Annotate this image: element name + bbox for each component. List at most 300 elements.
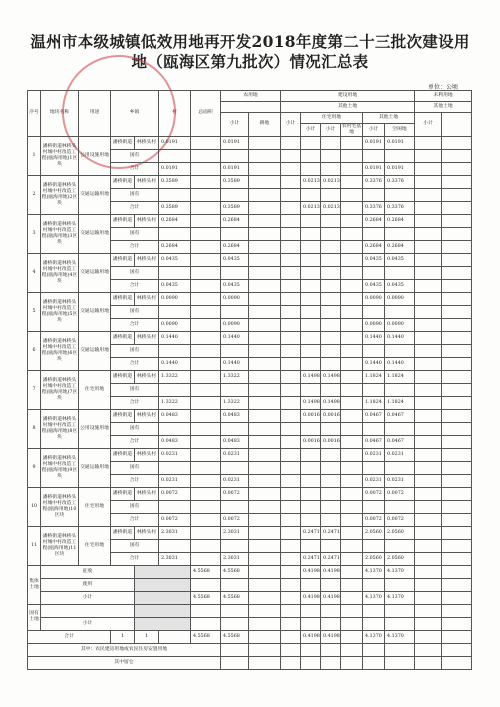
value-cell: 0.2471 bbox=[321, 552, 341, 565]
value-cell-empty bbox=[442, 266, 472, 279]
gray-cell bbox=[135, 617, 191, 630]
value-cell-empty bbox=[442, 331, 472, 344]
land-use-cell: 交通运输用地 bbox=[79, 292, 111, 331]
value-cell bbox=[321, 539, 341, 552]
value-cell bbox=[385, 500, 415, 513]
value-cell-empty bbox=[341, 292, 363, 305]
land-use-cell: 交通运输用地 bbox=[79, 214, 111, 253]
value-cell bbox=[321, 305, 341, 318]
value-cell-empty bbox=[415, 318, 442, 331]
value-cell-empty bbox=[341, 318, 363, 331]
total-area-cell-empty bbox=[191, 474, 221, 487]
value-cell: 0.0231 bbox=[385, 448, 415, 461]
header-seq: 序号 bbox=[28, 91, 41, 137]
total-area-cell: 0.0483 bbox=[159, 435, 191, 448]
summary-row bbox=[28, 617, 472, 630]
value-cell: 0.2684 bbox=[363, 240, 385, 253]
state-area-cell bbox=[159, 383, 191, 396]
value-cell-empty bbox=[301, 643, 321, 656]
total-area-cell-empty bbox=[191, 526, 221, 539]
table-row bbox=[28, 487, 472, 500]
value-cell: 0.0231 bbox=[363, 448, 385, 461]
total-area-cell-empty bbox=[191, 188, 221, 201]
value-cell bbox=[363, 305, 385, 318]
grand-total-area: 4.5568 bbox=[191, 630, 221, 643]
total-area-cell-empty bbox=[191, 227, 221, 240]
gray-cell bbox=[135, 578, 191, 591]
value-cell: 0.2471 bbox=[301, 552, 321, 565]
parcel-name-cell: 潘桥街道林桥头村城中村改造工程(瓯海用地)1区块 bbox=[41, 136, 79, 175]
header-agri-blank bbox=[221, 102, 281, 113]
value-cell-empty bbox=[341, 396, 363, 409]
value-cell: 2.0560 bbox=[385, 526, 415, 539]
state-area-cell bbox=[159, 305, 191, 318]
value-cell-empty bbox=[281, 578, 301, 591]
value-cell-empty bbox=[415, 136, 442, 149]
total-area-cell-empty bbox=[191, 435, 221, 448]
value-cell bbox=[301, 513, 321, 526]
total-area-cell-empty bbox=[191, 396, 221, 409]
value-cell-empty bbox=[415, 253, 442, 266]
value-cell: 0.4198 bbox=[301, 565, 321, 578]
value-cell-empty bbox=[221, 656, 249, 669]
table-row bbox=[28, 175, 472, 188]
value-cell bbox=[221, 383, 249, 396]
value-cell-empty bbox=[442, 565, 472, 578]
value-cell bbox=[363, 149, 385, 162]
value-cell bbox=[301, 422, 321, 435]
parcel-name-cell: 潘桥街道林桥头村城中村改造工程(瓯海用地)8区块 bbox=[41, 409, 79, 448]
value-cell-empty bbox=[249, 487, 281, 500]
value-cell-empty bbox=[281, 526, 301, 539]
value-cell-empty bbox=[415, 578, 442, 591]
seq-cell: 3 bbox=[28, 214, 41, 253]
seq-cell: 2 bbox=[28, 175, 41, 214]
state-label-cell: 国有 bbox=[111, 149, 159, 162]
total-label-cell: 合计 bbox=[111, 396, 159, 409]
value-cell-empty bbox=[281, 357, 301, 370]
township-cell: 潘桥街道 bbox=[111, 409, 135, 422]
total-area-cell-empty bbox=[191, 240, 221, 253]
total-area-cell-empty bbox=[191, 136, 221, 149]
value-cell-empty bbox=[341, 370, 363, 383]
value-cell-empty bbox=[249, 305, 281, 318]
value-cell-empty bbox=[321, 656, 341, 669]
land-use-cell: 住宅用地 bbox=[79, 487, 111, 526]
value-cell bbox=[363, 266, 385, 279]
value-cell-empty bbox=[442, 396, 472, 409]
township-cell: 潘桥街道 bbox=[111, 331, 135, 344]
value-cell-empty bbox=[415, 630, 442, 643]
header-subtotal-f: 小计 bbox=[363, 124, 385, 137]
value-cell bbox=[221, 500, 249, 513]
land-use-cell: 公用设施用地 bbox=[79, 409, 111, 448]
value-cell-empty bbox=[281, 422, 301, 435]
value-cell bbox=[385, 266, 415, 279]
township-cell: 潘桥街道 bbox=[111, 253, 135, 266]
table-row bbox=[28, 214, 472, 227]
seq-cell: 10 bbox=[28, 487, 41, 526]
parcel-name-cell: 潘桥街道林桥头村城中村改造工程(瓯海用地)11区块 bbox=[41, 526, 79, 565]
value-cell-empty bbox=[415, 331, 442, 344]
value-cell: 0.0090 bbox=[221, 318, 249, 331]
count-cell-b: 1 bbox=[135, 630, 159, 643]
value-cell-empty bbox=[385, 604, 415, 617]
value-cell-empty bbox=[341, 656, 363, 669]
parcel-name-cell: 潘桥街道林桥头村城中村改造工程(瓯海用地)10区块 bbox=[41, 487, 79, 526]
coll-subtotal-area: 4.5568 bbox=[191, 591, 221, 604]
blank-cell bbox=[159, 630, 191, 643]
header-subtotal-a: 小计 bbox=[221, 113, 249, 137]
value-cell bbox=[385, 383, 415, 396]
value-cell bbox=[321, 331, 341, 344]
total-area-cell: 0.0435 bbox=[159, 279, 191, 292]
value-cell-empty bbox=[249, 383, 281, 396]
value-cell-empty bbox=[341, 578, 363, 591]
value-cell: 1.3322 bbox=[221, 370, 249, 383]
value-cell: 4.1370 bbox=[363, 591, 385, 604]
value-cell bbox=[321, 266, 341, 279]
value-cell-empty bbox=[442, 422, 472, 435]
total-area-cell-empty bbox=[191, 175, 221, 188]
state-area-cell bbox=[159, 188, 191, 201]
value-cell-empty bbox=[249, 604, 281, 617]
value-cell-empty bbox=[341, 591, 363, 604]
value-cell-empty bbox=[341, 539, 363, 552]
value-cell bbox=[221, 539, 249, 552]
value-cell-empty bbox=[341, 331, 363, 344]
header-subtotal-e: 小计 bbox=[321, 124, 341, 137]
total-label-cell: 合计 bbox=[111, 318, 159, 331]
value-cell-empty bbox=[281, 240, 301, 253]
unit-label: 单位：公顷 bbox=[427, 84, 458, 91]
value-cell: 0.1440 bbox=[385, 357, 415, 370]
value-cell-empty bbox=[249, 279, 281, 292]
township-cell: 潘桥街道 bbox=[111, 487, 135, 500]
value-cell bbox=[301, 487, 321, 500]
value-cell: 0.0072 bbox=[385, 513, 415, 526]
state-area-cell bbox=[159, 500, 191, 513]
value-cell bbox=[385, 539, 415, 552]
value-cell: 0.0213 bbox=[301, 175, 321, 188]
value-cell-empty bbox=[415, 552, 442, 565]
value-cell-empty bbox=[363, 578, 385, 591]
total-area-cell-empty bbox=[191, 214, 221, 227]
value-cell bbox=[301, 279, 321, 292]
value-cell: 0.4198 bbox=[301, 630, 321, 643]
value-cell: 4.5568 bbox=[221, 630, 249, 643]
value-cell-empty bbox=[249, 253, 281, 266]
value-cell-empty bbox=[249, 448, 281, 461]
value-cell: 0.2471 bbox=[301, 526, 321, 539]
value-cell bbox=[301, 227, 321, 240]
value-cell: 0.0191 bbox=[385, 162, 415, 175]
value-cell-empty bbox=[415, 604, 442, 617]
value-cell-empty bbox=[249, 201, 281, 214]
value-cell-empty bbox=[249, 578, 281, 591]
value-cell-empty bbox=[321, 617, 341, 630]
value-cell: 0.0016 bbox=[321, 435, 341, 448]
seq-cell: 8 bbox=[28, 409, 41, 448]
total-area-cell-empty bbox=[191, 305, 221, 318]
value-cell bbox=[301, 474, 321, 487]
value-cell-empty bbox=[442, 630, 472, 643]
collective-area-cell: 0.0191 bbox=[159, 136, 191, 149]
value-cell-empty bbox=[341, 279, 363, 292]
value-cell-empty bbox=[281, 396, 301, 409]
value-cell bbox=[363, 344, 385, 357]
value-cell bbox=[321, 487, 341, 500]
state-subtotal-label: 小计 bbox=[41, 617, 135, 630]
value-cell: 0.0483 bbox=[221, 435, 249, 448]
value-cell bbox=[321, 240, 341, 253]
value-cell-empty bbox=[442, 214, 472, 227]
seq-cell: 4 bbox=[28, 253, 41, 292]
value-cell-empty bbox=[341, 461, 363, 474]
grand-total-label: 合计 bbox=[28, 630, 111, 643]
value-cell-empty bbox=[281, 344, 301, 357]
value-cell-empty bbox=[281, 630, 301, 643]
value-cell: 0.0072 bbox=[221, 513, 249, 526]
value-cell-empty bbox=[281, 565, 301, 578]
value-cell-empty bbox=[301, 604, 321, 617]
value-cell: 0.1498 bbox=[321, 396, 341, 409]
land-use-cell: 交通运输用地 bbox=[79, 448, 111, 487]
value-cell bbox=[221, 149, 249, 162]
value-cell: 0.2684 bbox=[363, 214, 385, 227]
table-row bbox=[28, 409, 472, 422]
levy-area-cell: 4.5568 bbox=[191, 565, 221, 578]
collective-group-label: 集体土地 bbox=[28, 565, 41, 604]
gray-cell bbox=[135, 591, 191, 604]
value-cell: 0.0483 bbox=[221, 409, 249, 422]
use-label: 使用 bbox=[41, 578, 135, 591]
value-cell-empty bbox=[249, 175, 281, 188]
value-cell-empty bbox=[415, 383, 442, 396]
value-cell bbox=[301, 188, 321, 201]
value-cell-empty bbox=[415, 279, 442, 292]
value-cell-empty bbox=[341, 344, 363, 357]
value-cell-empty bbox=[281, 656, 301, 669]
value-cell: 0.0090 bbox=[363, 292, 385, 305]
parcel-name-cell: 潘桥街道林桥头村城中村改造工程(瓯海用地)7区块 bbox=[41, 370, 79, 409]
header-other: 其他土地 bbox=[363, 113, 415, 124]
value-cell: 4.1370 bbox=[363, 630, 385, 643]
total-area-cell-empty bbox=[191, 149, 221, 162]
state-area-cell bbox=[159, 149, 191, 162]
value-cell bbox=[321, 474, 341, 487]
value-cell bbox=[321, 383, 341, 396]
value-cell-empty bbox=[442, 162, 472, 175]
total-area-cell-empty bbox=[191, 552, 221, 565]
table-row bbox=[28, 292, 472, 305]
value-cell-empty bbox=[341, 435, 363, 448]
parcel-name-cell: 潘桥街道林桥头村城中村改造工程(瓯海用地)2区块 bbox=[41, 175, 79, 214]
seq-cell: 11 bbox=[28, 526, 41, 565]
value-cell-empty bbox=[363, 617, 385, 630]
value-cell-empty bbox=[281, 500, 301, 513]
value-cell: 0.0231 bbox=[363, 474, 385, 487]
value-cell-empty bbox=[341, 305, 363, 318]
value-cell: 0.0467 bbox=[363, 409, 385, 422]
value-cell bbox=[301, 149, 321, 162]
value-cell: 0.4198 bbox=[321, 630, 341, 643]
value-cell-empty bbox=[442, 539, 472, 552]
value-cell: 2.0560 bbox=[363, 552, 385, 565]
collective-area-cell: 0.0231 bbox=[159, 448, 191, 461]
value-cell bbox=[321, 214, 341, 227]
value-cell-empty bbox=[415, 526, 442, 539]
value-cell bbox=[321, 318, 341, 331]
value-cell-empty bbox=[281, 552, 301, 565]
village-cell: 林桥头村 bbox=[135, 253, 159, 266]
village-cell: 林桥头村 bbox=[135, 292, 159, 305]
levy-label: 征收 bbox=[41, 565, 135, 578]
total-label-cell: 合计 bbox=[111, 279, 159, 292]
blank-cell bbox=[191, 604, 221, 617]
value-cell-empty bbox=[341, 136, 363, 149]
value-cell-empty bbox=[415, 305, 442, 318]
village-cell: 林桥头村 bbox=[135, 526, 159, 539]
value-cell-empty bbox=[442, 409, 472, 422]
value-cell-empty bbox=[281, 266, 301, 279]
value-cell: 0.2684 bbox=[385, 214, 415, 227]
summary-row bbox=[28, 591, 472, 604]
total-area-cell: 0.0090 bbox=[159, 318, 191, 331]
value-cell: 0.0016 bbox=[301, 435, 321, 448]
value-cell-empty bbox=[341, 552, 363, 565]
state-label-cell: 国有 bbox=[111, 266, 159, 279]
value-cell-empty bbox=[442, 305, 472, 318]
value-cell-empty bbox=[249, 214, 281, 227]
village-cell: 林桥头村 bbox=[135, 331, 159, 344]
summary-row bbox=[28, 656, 472, 669]
value-cell-empty bbox=[415, 643, 442, 656]
state-label-cell: 国有 bbox=[111, 305, 159, 318]
value-cell bbox=[385, 149, 415, 162]
value-cell-empty bbox=[281, 604, 301, 617]
header-village: 村 bbox=[159, 91, 191, 137]
township-cell: 潘桥街道 bbox=[111, 526, 135, 539]
total-area-cell-empty bbox=[191, 409, 221, 422]
value-cell-empty bbox=[281, 474, 301, 487]
village-cell: 林桥头村 bbox=[135, 487, 159, 500]
total-label-cell: 合计 bbox=[111, 240, 159, 253]
value-cell-empty bbox=[415, 357, 442, 370]
value-cell: 0.0213 bbox=[321, 175, 341, 188]
value-cell: 0.3376 bbox=[363, 201, 385, 214]
value-cell-empty bbox=[442, 448, 472, 461]
value-cell-empty bbox=[281, 617, 301, 630]
value-cell-empty bbox=[341, 409, 363, 422]
header-other-land-top: 其他土地 bbox=[281, 102, 415, 113]
value-cell: 0.0435 bbox=[385, 253, 415, 266]
value-cell: 0.0435 bbox=[363, 253, 385, 266]
value-cell: 0.3376 bbox=[385, 175, 415, 188]
value-cell: 4.1370 bbox=[385, 591, 415, 604]
total-area-cell-empty bbox=[191, 357, 221, 370]
summary-row bbox=[28, 604, 472, 617]
value-cell: 0.3589 bbox=[221, 201, 249, 214]
value-cell: 0.0467 bbox=[385, 409, 415, 422]
value-cell-empty bbox=[281, 591, 301, 604]
state-group-label: 国有土地 bbox=[28, 604, 41, 630]
total-area-cell-empty bbox=[191, 253, 221, 266]
value-cell-empty bbox=[415, 487, 442, 500]
value-cell: 1.3322 bbox=[221, 396, 249, 409]
table-row bbox=[28, 526, 472, 539]
collective-area-cell: 1.3322 bbox=[159, 370, 191, 383]
value-cell: 0.4198 bbox=[321, 591, 341, 604]
value-cell-empty bbox=[249, 162, 281, 175]
value-cell-empty bbox=[341, 513, 363, 526]
value-cell-empty bbox=[415, 162, 442, 175]
value-cell-empty bbox=[442, 604, 472, 617]
village-cell: 林桥头村 bbox=[135, 448, 159, 461]
value-cell-empty bbox=[415, 188, 442, 201]
value-cell bbox=[363, 500, 385, 513]
value-cell-empty bbox=[341, 526, 363, 539]
value-cell bbox=[301, 500, 321, 513]
value-cell-empty bbox=[415, 656, 442, 669]
value-cell-empty bbox=[385, 656, 415, 669]
total-area-cell: 1.3322 bbox=[159, 396, 191, 409]
value-cell bbox=[363, 227, 385, 240]
seq-cell: 7 bbox=[28, 370, 41, 409]
state-area-cell bbox=[159, 344, 191, 357]
total-area-cell-empty bbox=[191, 500, 221, 513]
value-cell-empty bbox=[249, 500, 281, 513]
value-cell-empty bbox=[281, 214, 301, 227]
parcel-name-cell: 潘桥街道林桥头村城中村改造工程(瓯海用地)4区块 bbox=[41, 253, 79, 292]
value-cell-empty bbox=[249, 149, 281, 162]
value-cell: 0.1498 bbox=[321, 370, 341, 383]
value-cell-empty bbox=[363, 643, 385, 656]
state-area-cell bbox=[159, 422, 191, 435]
value-cell-empty bbox=[442, 149, 472, 162]
summary-row bbox=[28, 643, 472, 656]
value-cell-empty bbox=[415, 591, 442, 604]
value-cell-empty bbox=[442, 318, 472, 331]
total-area-cell-empty bbox=[191, 422, 221, 435]
value-cell-empty bbox=[442, 279, 472, 292]
state-label-cell: 国有 bbox=[111, 227, 159, 240]
header-agri-land: 农用地 bbox=[221, 91, 281, 102]
blank-cell bbox=[191, 617, 221, 630]
value-cell bbox=[221, 344, 249, 357]
value-cell-empty bbox=[442, 435, 472, 448]
value-cell: 0.0435 bbox=[385, 279, 415, 292]
value-cell bbox=[385, 422, 415, 435]
value-cell-empty bbox=[442, 500, 472, 513]
value-cell bbox=[321, 227, 341, 240]
parcel-name-cell: 潘桥街道林桥头村城中村改造工程(瓯海用地)5区块 bbox=[41, 292, 79, 331]
total-area-cell: 0.1440 bbox=[159, 357, 191, 370]
value-cell-empty bbox=[341, 188, 363, 201]
value-cell-empty bbox=[249, 331, 281, 344]
total-area-cell-empty bbox=[191, 292, 221, 305]
value-cell-empty bbox=[442, 617, 472, 630]
value-cell: 0.4198 bbox=[301, 591, 321, 604]
value-cell-empty bbox=[442, 240, 472, 253]
summary-row bbox=[28, 565, 472, 578]
state-area-cell bbox=[159, 461, 191, 474]
value-cell-empty bbox=[341, 227, 363, 240]
value-cell bbox=[221, 266, 249, 279]
value-cell-empty bbox=[281, 318, 301, 331]
value-cell bbox=[301, 136, 321, 149]
blank-cell bbox=[191, 578, 221, 591]
